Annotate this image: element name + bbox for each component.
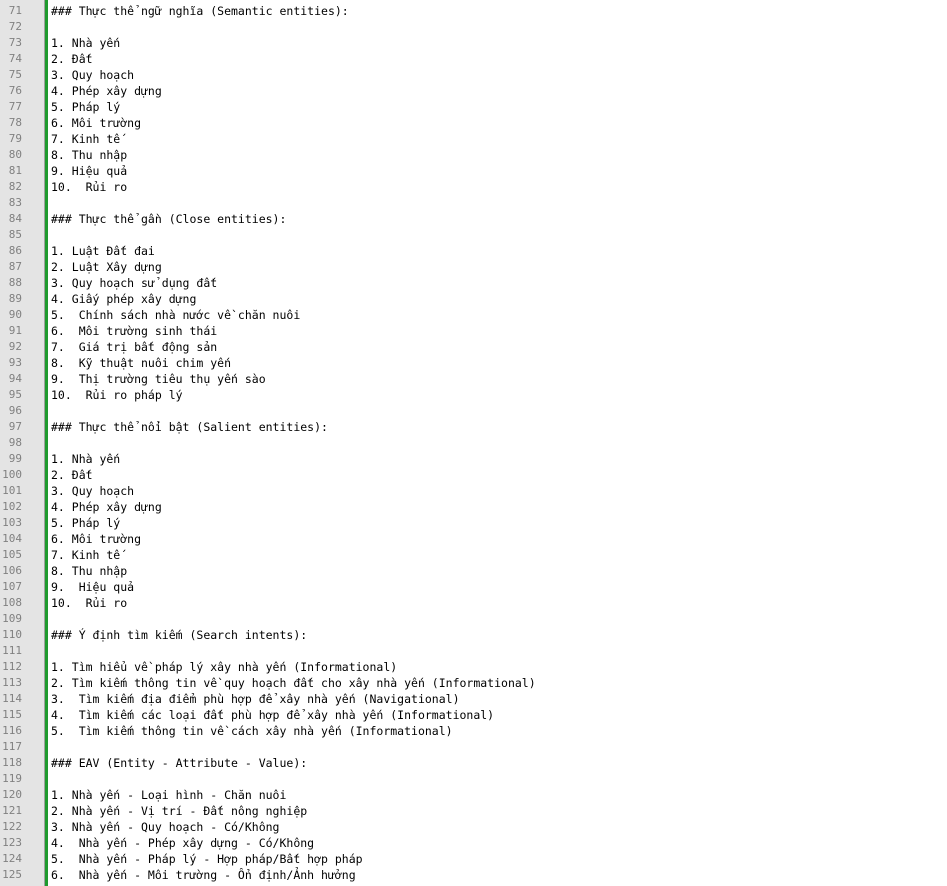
- line-number: 74: [8, 52, 22, 65]
- line-number: 123: [2, 836, 22, 849]
- line-number: 71: [8, 4, 22, 17]
- editor-line[interactable]: [0, 675, 947, 691]
- editor-line[interactable]: [0, 259, 947, 275]
- editor-line[interactable]: [0, 131, 947, 147]
- editor-line[interactable]: [0, 19, 947, 35]
- line-number: 116: [2, 724, 22, 737]
- line-number: 103: [2, 516, 22, 529]
- line-number: 107: [2, 580, 22, 593]
- editor-line[interactable]: [0, 819, 947, 835]
- editor-line[interactable]: [0, 835, 947, 851]
- line-number: 81: [8, 164, 22, 177]
- line-number: 111: [2, 644, 22, 657]
- line-text: 5. Pháp lý: [51, 516, 121, 530]
- editor-line[interactable]: [0, 339, 947, 355]
- line-number: 109: [2, 612, 22, 625]
- editor-line[interactable]: [0, 307, 947, 323]
- editor-line[interactable]: [0, 211, 947, 227]
- editor-line[interactable]: [0, 739, 947, 755]
- line-text: ### EAV (Entity - Attribute - Value):: [51, 756, 308, 770]
- line-text: 9. Thị trường tiêu thụ yến sào: [51, 372, 266, 386]
- line-text: ### Ý định tìm kiếm (Search intents):: [51, 628, 308, 642]
- line-number: 97: [8, 420, 22, 433]
- editor-line[interactable]: [0, 771, 947, 787]
- line-text: 9. Hiệu quả: [51, 580, 135, 594]
- line-number: 86: [8, 244, 22, 257]
- line-text: 10. Rủi ro: [51, 180, 128, 194]
- editor-line[interactable]: [0, 755, 947, 771]
- line-number: 115: [2, 708, 22, 721]
- line-text: 2. Đất: [51, 52, 93, 66]
- line-text: 3. Quy hoạch: [51, 484, 135, 498]
- editor-line[interactable]: [0, 547, 947, 563]
- line-text: 4. Phép xây dựng: [51, 500, 162, 514]
- line-text: 7. Kinh tế: [51, 132, 121, 146]
- line-number: 118: [2, 756, 22, 769]
- editor-line[interactable]: [0, 867, 947, 883]
- line-text: 6. Nhà yến - Môi trường - Ổn định/Ảnh hưởng: [51, 868, 356, 882]
- editor-line[interactable]: [0, 579, 947, 595]
- line-number: 125: [2, 868, 22, 881]
- editor-line[interactable]: [0, 499, 947, 515]
- editor-text-area[interactable]: [0, 3, 947, 883]
- editor-line[interactable]: [0, 179, 947, 195]
- editor-line[interactable]: [0, 451, 947, 467]
- line-number: 82: [8, 180, 22, 193]
- line-number: 76: [8, 84, 22, 97]
- editor-line[interactable]: [0, 627, 947, 643]
- editor-line[interactable]: [0, 419, 947, 435]
- editor-line[interactable]: [0, 227, 947, 243]
- editor-line[interactable]: [0, 723, 947, 739]
- editor-line[interactable]: [0, 291, 947, 307]
- line-text: 5. Tìm kiếm thông tin về cách xây nhà yến (Informational): [51, 724, 453, 738]
- editor-line[interactable]: [0, 595, 947, 611]
- line-text: 5. Chính sách nhà nước về chăn nuôi: [51, 308, 301, 322]
- line-number: 72: [8, 20, 22, 33]
- line-text: 2. Đất: [51, 468, 93, 482]
- line-text: 6. Môi trường sinh thái: [51, 324, 218, 338]
- line-text: 8. Thu nhập: [51, 148, 128, 162]
- editor-line[interactable]: [0, 483, 947, 499]
- editor-line[interactable]: [0, 531, 947, 547]
- editor-line[interactable]: [0, 67, 947, 83]
- editor-line[interactable]: [0, 611, 947, 627]
- line-number: 80: [8, 148, 22, 161]
- line-text: 2. Tìm kiếm thông tin về quy hoạch đất cho xây nhà yến (Informational): [51, 676, 536, 690]
- line-number: 89: [8, 292, 22, 305]
- editor-line[interactable]: [0, 515, 947, 531]
- line-number: 94: [8, 372, 22, 385]
- line-text: 1. Nhà yến: [51, 452, 121, 466]
- line-number: 112: [2, 660, 22, 673]
- line-number: 99: [8, 452, 22, 465]
- editor-line[interactable]: [0, 787, 947, 803]
- line-number: 73: [8, 36, 22, 49]
- line-number: 117: [2, 740, 22, 753]
- line-text: 6. Môi trường: [51, 116, 142, 130]
- line-number: 77: [8, 100, 22, 113]
- editor-line[interactable]: [0, 403, 947, 419]
- line-text: 2. Luật Xây dựng: [51, 260, 162, 274]
- editor-line[interactable]: [0, 51, 947, 67]
- editor-line[interactable]: [0, 643, 947, 659]
- line-text: 3. Quy hoạch sử dụng đất: [51, 276, 218, 290]
- line-number: 78: [8, 116, 22, 129]
- editor-line[interactable]: [0, 803, 947, 819]
- line-text: 10. Rủi ro pháp lý: [51, 388, 183, 402]
- line-text: 5. Nhà yến - Pháp lý - Hợp pháp/Bất hợp pháp: [51, 852, 363, 866]
- editor-line[interactable]: [0, 435, 947, 451]
- line-text: 4. Giấy phép xây dựng: [51, 292, 197, 306]
- editor-line[interactable]: [0, 243, 947, 259]
- line-number: 104: [2, 532, 22, 545]
- line-number: 114: [2, 692, 22, 705]
- editor-line[interactable]: [0, 563, 947, 579]
- line-text: 1. Nhà yến - Loại hình - Chăn nuôi: [51, 788, 287, 802]
- line-number: 87: [8, 260, 22, 273]
- line-number: 85: [8, 228, 22, 241]
- line-number: 92: [8, 340, 22, 353]
- line-text: 4. Phép xây dựng: [51, 84, 162, 98]
- line-text: 8. Kỹ thuật nuôi chim yến: [51, 356, 232, 370]
- editor-line[interactable]: [0, 355, 947, 371]
- line-text: 7. Kinh tế: [51, 548, 121, 562]
- line-number: 84: [8, 212, 22, 225]
- editor-line[interactable]: [0, 387, 947, 403]
- line-number: 124: [2, 852, 22, 865]
- line-number: 106: [2, 564, 22, 577]
- editor-line[interactable]: [0, 115, 947, 131]
- line-number: 119: [2, 772, 22, 785]
- line-number: 122: [2, 820, 22, 833]
- editor-line[interactable]: [0, 707, 947, 723]
- line-text: ### Thực thể nổi bật (Salient entities):: [51, 420, 328, 434]
- line-text: 6. Môi trường: [51, 532, 142, 546]
- line-number: 91: [8, 324, 22, 337]
- line-text: 7. Giá trị bất động sản: [51, 340, 218, 354]
- line-text: 10. Rủi ro: [51, 596, 128, 610]
- editor-line[interactable]: [0, 467, 947, 483]
- line-text: 3. Quy hoạch: [51, 68, 135, 82]
- editor-line[interactable]: [0, 659, 947, 675]
- line-number: 113: [2, 676, 22, 689]
- line-text: 4. Tìm kiếm các loại đất phù hợp để xây nhà yến (Informational): [51, 708, 495, 722]
- line-number: 105: [2, 548, 22, 561]
- line-number: 101: [2, 484, 22, 497]
- line-number: 93: [8, 356, 22, 369]
- editor-line[interactable]: [0, 691, 947, 707]
- editor-line[interactable]: [0, 99, 947, 115]
- line-number: 102: [2, 500, 22, 513]
- line-number: 98: [8, 436, 22, 449]
- line-number: 88: [8, 276, 22, 289]
- editor-line[interactable]: [0, 371, 947, 387]
- editor-line[interactable]: [0, 163, 947, 179]
- line-text: 4. Nhà yến - Phép xây dựng - Có/Không: [51, 836, 315, 850]
- line-number: 79: [8, 132, 22, 145]
- line-number: 110: [2, 628, 22, 641]
- editor-line[interactable]: [0, 275, 947, 291]
- line-text: 2. Nhà yến - Vị trí - Đất nông nghiệp: [51, 804, 308, 818]
- editor-line[interactable]: [0, 147, 947, 163]
- line-number: 83: [8, 196, 22, 209]
- line-text: 1. Tìm hiểu về pháp lý xây nhà yến (Informational): [51, 660, 398, 674]
- line-text: 1. Nhà yến: [51, 36, 121, 50]
- line-text: 9. Hiệu quả: [51, 164, 128, 178]
- line-text: 3. Nhà yến - Quy hoạch - Có/Không: [51, 820, 280, 834]
- editor-line[interactable]: [0, 83, 947, 99]
- line-number: 75: [8, 68, 22, 81]
- line-text: ### Thực thể gần (Close entities):: [51, 212, 287, 226]
- line-text: 8. Thu nhập: [51, 564, 128, 578]
- line-number: 90: [8, 308, 22, 321]
- editor-line[interactable]: [0, 195, 947, 211]
- line-text: ### Thực thể ngữ nghĩa (Semantic entities):: [51, 4, 349, 18]
- line-number: 95: [8, 388, 22, 401]
- editor-line[interactable]: [0, 323, 947, 339]
- line-number: 96: [8, 404, 22, 417]
- line-text: 3. Tìm kiếm địa điểm phù hợp để xây nhà yến (Navigational): [51, 692, 460, 706]
- editor-line[interactable]: [0, 3, 947, 19]
- line-number: 108: [2, 596, 22, 609]
- line-number: 120: [2, 788, 22, 801]
- line-number: 121: [2, 804, 22, 817]
- line-text: 1. Luật Đất đai: [51, 244, 155, 258]
- editor-line[interactable]: [0, 35, 947, 51]
- editor-line[interactable]: [0, 851, 947, 867]
- line-number: 100: [2, 468, 22, 481]
- line-text: 5. Pháp lý: [51, 100, 121, 114]
